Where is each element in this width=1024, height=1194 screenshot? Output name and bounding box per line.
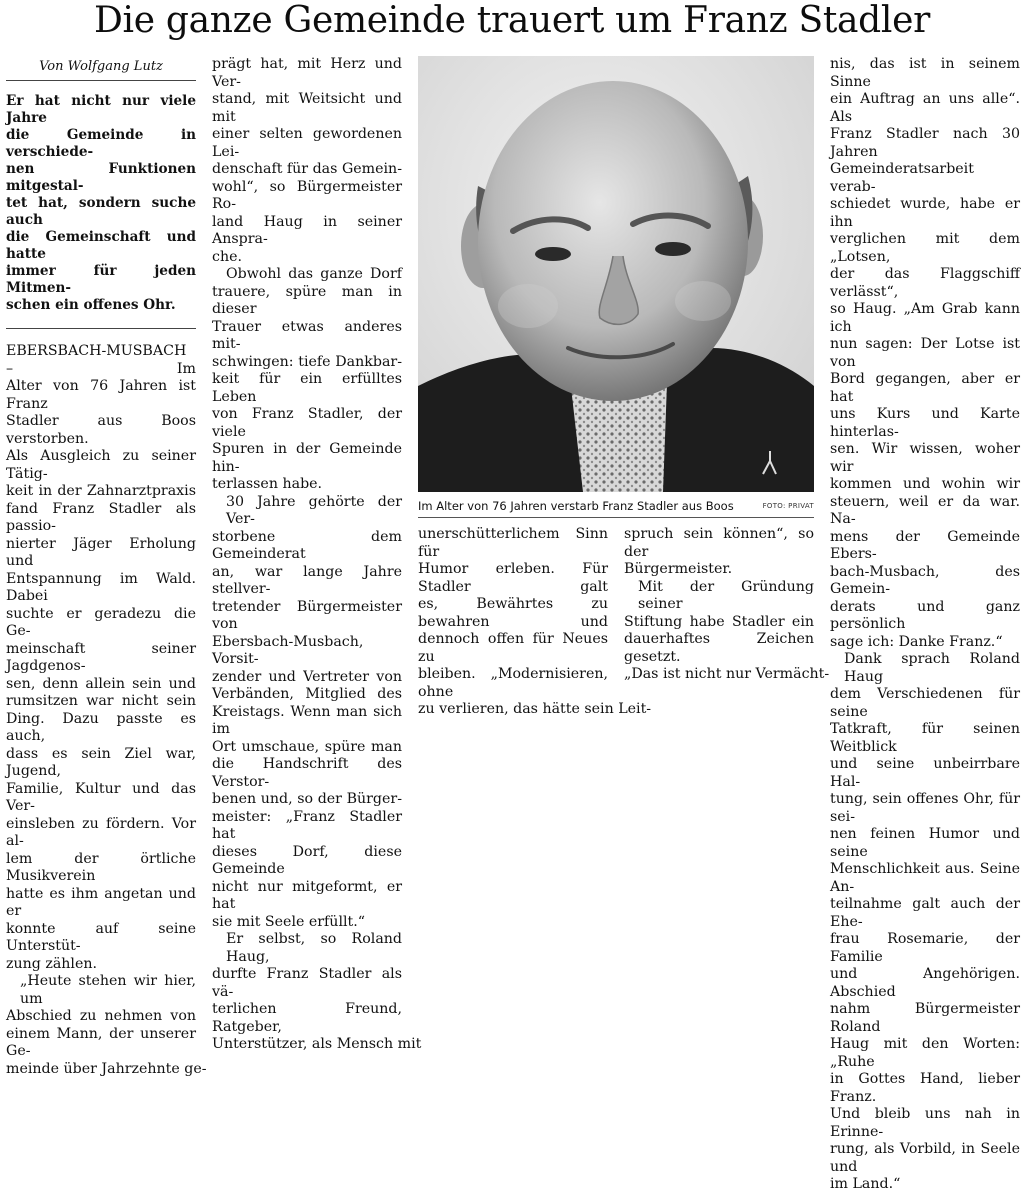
text-line: Bord gegangen, aber er hat [830,371,1020,405]
text-line: suchte er geradezu die Ge- [6,605,196,639]
text-line: Entspannung im Wald. Dabei [6,570,196,604]
text-line: 30 Jahre gehörte der Ver- [226,493,402,527]
text-line: nierter Jäger Erholung und [6,535,196,569]
byline: Von Wolfgang Lutz [6,58,196,81]
text-line: zu verlieren, das hätte sein Leit- [418,701,652,717]
text-line: und seine unbeirrbare Hal- [830,756,1020,790]
lead-line: immer für jeden Mitmen- [6,263,196,296]
text-line: Gemeinderatsarbeit verab- [830,161,974,195]
lead-line: tet hat, sondern suche auch [6,195,196,228]
text-line: terlichen Freund, Ratgeber, [212,1001,402,1035]
text-line: tretender Bürgermeister von [212,598,402,632]
text-line: sen. Wir wissen, woher wir [830,441,1020,475]
text-line: Bürgermeister. [624,561,733,577]
photo-caption [418,497,814,515]
text-line: keit in der Zahnarztpraxis [6,483,196,499]
text-line: kommen und wohin wir [830,476,1020,492]
text-line: uns Kurs und Karte hinterlas- [830,406,1020,440]
text-line: „Das ist nicht nur Vermächt- [624,666,830,682]
text-line: Stadler aus Boos verstorben. [6,413,196,447]
text-line: dieses Dorf, diese Gemeinde [212,843,402,877]
text-line: durfte Franz Stadler als vä- [212,966,402,1000]
text-line: dem Verschiedenen für seine [830,686,1020,720]
text-line: nen feinen Humor und seine [830,826,1020,860]
text-line: Stiftung habe Stadler ein [624,613,814,630]
text-line: und Angehörigen. Abschied [830,966,1020,1000]
article-column-3 [418,526,652,719]
text-line: rung, als Vorbild, in Seele und [830,1141,1020,1175]
text-line: nahm Bürgermeister Roland [830,1001,1020,1035]
text-line: meinschaft seiner Jagdgenos- [6,640,196,674]
text-line: Mit der Gründung seiner [638,578,814,612]
text-line: denschaft für das Gemein- [212,161,402,177]
text-line: Menschlichkeit aus. Seine An- [830,861,1020,895]
text-line: Humor erleben. Für Stadler galt [418,561,608,595]
text-line: einer selten gewordenen Lei- [212,126,402,160]
article-headline: Die ganze Gemeinde trauert um Franz Stadler [93,0,931,41]
lead-line: Er hat nicht nur viele Jahre [6,93,196,126]
text-line: terlassen habe. [212,476,323,492]
text-line: nun sagen: Der Lotse ist von [830,336,1020,370]
text-line: steuern, weil er da war. Na- [830,493,1020,527]
text-line: nicht nur mitgeformt, er hat [212,878,402,912]
text-line: konnte auf seine Unterstüt- [6,920,196,954]
text-line: spruch sein können“, so der [624,526,814,560]
text-line: Obwohl das ganze Dorf [226,266,402,282]
text-line: verglichen mit dem „Lotsen, [830,231,1020,265]
text-line: Alter von 76 Jahren ist Franz [6,378,196,412]
body-text [6,343,207,1078]
text-line: die Handschrift des Verstor- [212,756,402,790]
text-line: Unterstützer, als Mensch mit [212,1036,422,1052]
text-line: Spuren in der Gemeinde hin- [212,441,402,475]
lead-line: die Gemeinschaft und hatte [6,229,196,262]
text-line: derats und ganz persönlich [830,598,1020,632]
text-line: wohl“, so Bürgermeister Ro- [212,178,402,212]
text-line: Trauer etwas anderes mit- [212,318,402,352]
text-line: schwingen: tiefe Dankbar- [212,353,402,370]
photo-credit: FOTO: PRIVAT [762,502,814,510]
text-line: zender und Vertreter von [212,668,402,685]
text-line: Kreistags. Wenn man sich im [212,703,402,737]
text-line: es, Bewährtes zu bewahren und [418,596,608,630]
text-line: Als Ausgleich zu seiner Tätig- [6,448,196,482]
text-line: teilnahme galt auch der Ehe- [830,896,1020,930]
text-line: benen und, so der Bürger- [212,791,402,807]
text-line: prägt hat, mit Herz und Ver- [212,56,402,90]
text-line: einem Mann, der unserer Ge- [6,1025,196,1059]
text-line: zung zählen. [6,955,97,972]
text-line: nis, das ist in seinem Sinne [830,56,1020,90]
text-line: frau Rosemarie, der Familie [830,931,1020,965]
caption-text: Im Alter von 76 Jahren verstarb Franz Stadler aus Boos [418,499,734,513]
text-line: Und bleib uns nah in Erinne- [830,1106,1020,1140]
text-line: Ort umschaue, spüre man [212,738,402,755]
article-column-4 [624,526,830,684]
text-line: Er selbst, so Roland Haug, [226,931,402,965]
text-line: che. [212,248,242,265]
text-line: sie mit Seele erfüllt.“ [212,913,365,930]
text-line: „Heute stehen wir hier, um [20,973,196,1007]
lead-line: nen Funktionen mitgestal- [6,161,196,194]
text-line: Verbänden, Mitglied des [212,686,402,702]
text-line: fand Franz Stadler als passio- [6,500,196,534]
text-line: dennoch offen für Neues zu [418,631,608,665]
lead-line: die Gemeinde in verschiede- [6,127,196,160]
text-line: von Franz Stadler, der viele [212,406,402,440]
text-line: Ebersbach-Musbach, Vorsit- [212,633,364,667]
text-line: Abschied zu nehmen von [6,1008,196,1024]
text-line: keit für ein erfülltes Leben [212,371,402,405]
article-column-2 [212,56,422,1054]
text-line: schiedet wurde, habe er ihn [830,196,1020,230]
lead-paragraph [6,93,196,329]
text-line: Haug mit den Worten: „Ruhe [830,1036,1020,1070]
text-line: so Haug. „Am Grab kann ich [830,301,1020,335]
lead-line: schen ein offenes Ohr. [6,297,176,313]
text-line: dass es sein Ziel war, Jugend, [6,745,196,779]
text-line: ein Auftrag an uns alle“. Als [830,91,1020,125]
text-line: hatte es ihm angetan und er [6,885,196,919]
text-line: rumsitzen war nicht sein [6,693,196,709]
text-line: sen, denn allein sein und [6,675,196,692]
text-line: unerschütterlichem Sinn für [418,526,608,560]
text-line: mens der Gemeinde Ebers- [830,528,1020,562]
article-column-1 [6,58,207,1078]
text-line: lem der örtliche Musikverein [6,850,196,884]
text-line: Familie, Kultur und das Ver- [6,780,196,814]
text-line: Ding. Dazu passte es auch, [6,710,196,744]
text-line: sage ich: Danke Franz.“ [830,633,1003,650]
text-line: stand, mit Weitsicht und mit [212,91,402,125]
text-line: an, war lange Jahre stellver- [212,563,402,597]
text-line: meinde über Jahrzehnte ge- [6,1060,207,1077]
text-line: bach-Musbach, des Gemein- [830,563,1020,597]
text-line: Tatkraft, für seinen Weitblick [830,721,1020,755]
text-line: tung, sein offenes Ohr, für sei- [830,791,1020,825]
article-column-5 [830,56,1020,1194]
text-line: meister: „Franz Stadler hat [212,808,402,842]
text-line: trauere, spüre man in dieser [212,283,402,317]
text-line: land Haug in seiner Anspra- [212,213,402,247]
text-line: in Gottes Hand, lieber Franz. [830,1071,1020,1105]
text-line: Franz Stadler nach 30 Jahren [830,126,1020,160]
text-line: einsleben zu fördern. Vor al- [6,815,196,849]
text-line: der das Flaggschiff verlässt“, [830,266,1020,300]
text-line: im Land.“ [830,1176,901,1192]
text-line: Dank sprach Roland Haug [844,651,1020,685]
text-line: storbene dem Gemeinderat [212,528,402,562]
portrait-photo [418,56,814,492]
text-line: dauerhaftes Zeichen gesetzt. [624,631,814,665]
text-line: EBERSBACH-MUSBACH – Im [6,343,196,377]
text-line: bleiben. „Modernisieren, ohne [418,666,608,700]
caption-divider [418,517,814,518]
